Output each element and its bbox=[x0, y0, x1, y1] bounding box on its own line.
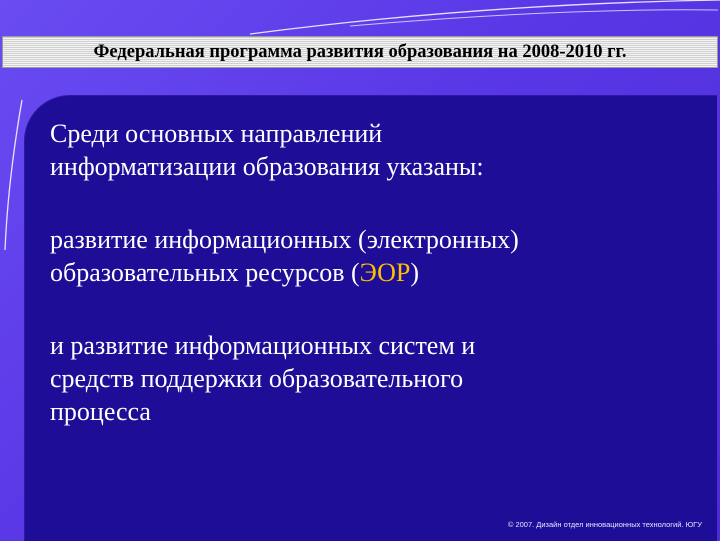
item-2-line-1: и развитие информационных систем и bbox=[50, 331, 476, 360]
item-2-line-3: процесса bbox=[50, 397, 151, 426]
intro-line-2: информатизации образования указаны: bbox=[50, 152, 484, 181]
slide-body bbox=[50, 117, 670, 428]
item-2-paragraph bbox=[50, 329, 670, 428]
intro-paragraph bbox=[50, 117, 670, 183]
title-bar bbox=[2, 36, 718, 68]
eor-abbreviation: ЭОР bbox=[359, 258, 411, 287]
item-1-line-1: развитие информационных (электронных) bbox=[50, 225, 519, 254]
item-2-line-2: средств поддержки образовательного bbox=[50, 364, 464, 393]
copyright-footer: © 2007. Дизайн отдел инновационных технологий. ЮГУ bbox=[507, 520, 702, 529]
item-1-paragraph bbox=[50, 223, 670, 289]
intro-line-1: Среди основных направлений bbox=[50, 119, 383, 148]
item-1-line-2-suffix: ) bbox=[410, 258, 420, 287]
item-1-line-2-prefix: образовательных ресурсов ( bbox=[50, 258, 360, 287]
slide-title: Федеральная программа развития образования на 2008-2010 гг. bbox=[93, 42, 627, 62]
